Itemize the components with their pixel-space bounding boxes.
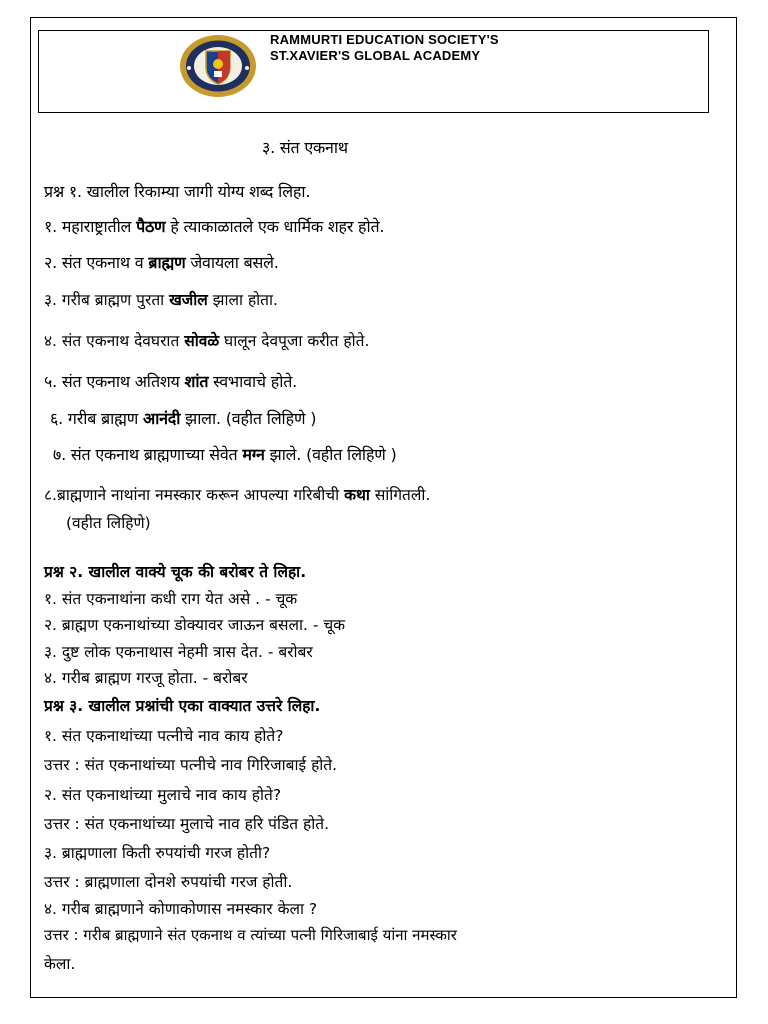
q1-item-text: ७. संत एकनाथ ब्राह्मणाच्या सेवेत (53, 445, 243, 464)
q2-item: १. संत एकनाथांना कधी राग येत असे . - चूक (44, 590, 298, 608)
q3-question: २. संत एकनाथांच्या मुलाचे नाव काय होते? (44, 786, 282, 804)
q3-answer: उत्तर : ब्राह्मणाला दोनशे रुपयांची गरज होती. (44, 873, 293, 891)
q1-item-text: ३. गरीब ब्राह्मण पुरता (44, 291, 170, 309)
q1-item (44, 288, 278, 310)
q3-question: ४. गरीब ब्राह्मणाने कोणाकोणास नमस्कार केला ? (44, 900, 318, 918)
q1-item-text: सांगितली. (369, 486, 431, 504)
society-name: RAMMURTI EDUCATION SOCIETY'S (270, 32, 499, 47)
q1-item (44, 483, 430, 505)
q1-item-continuation: (वहीत लिहिणे) (66, 514, 151, 532)
q1-item-text: ४. संत एकनाथ देवघरात (44, 332, 185, 350)
q1-item-text: ५. संत एकनाथ अतिशय (44, 372, 185, 391)
q1-item-text: ६. गरीब ब्राह्मण (50, 409, 143, 428)
q2-item: ४. गरीब ब्राह्मण गरजू होता. - बरोबर (44, 669, 248, 687)
q1-item-answer: शांत (184, 372, 209, 391)
academy-name: ST.XAVIER'S GLOBAL ACADEMY (270, 48, 481, 63)
q1-item-text: स्वभावाचे होते. (208, 372, 298, 391)
q1-item (44, 370, 297, 392)
q3-answer: उत्तर : संत एकनाथांच्या मुलाचे नाव हरि पंडित होते. (44, 815, 330, 833)
q2-item: २. ब्राह्मण एकनाथांच्या डोक्यावर जाऊन बसला. - चूक (44, 616, 346, 634)
q1-item-text: झाला होता. (207, 291, 278, 309)
school-crest-icon (178, 34, 258, 98)
organization-name (270, 32, 499, 64)
q1-item-answer: खजील (169, 291, 208, 309)
q1-item (44, 329, 369, 351)
q1-item-answer: सोवळे (184, 332, 220, 350)
q2-item: ३. दुष्ट लोक एकनाथास नेहमी त्रास देत. - बरोबर (44, 643, 313, 661)
q1-item-text: जेवायला बसले. (185, 253, 279, 272)
q1-item-text: घालून देवपूजा करीत होते. (219, 332, 370, 350)
q1-heading: प्रश्न १. खालील रिकाम्या जागी योग्य शब्द लिहा. (44, 182, 311, 201)
q1-item-text: झाला. (वहीत लिहिणे ) (180, 409, 317, 428)
q1-item-answer: आनंदी (142, 409, 181, 428)
q3-question: १. संत एकनाथांच्या पत्नीचे नाव काय होते? (44, 727, 284, 745)
q1-item-text: १. महाराष्ट्रातील (44, 217, 137, 236)
q1-item-answer: मग्न (242, 445, 265, 464)
q1-item (44, 215, 384, 237)
q1-item (44, 251, 279, 273)
q3-heading: प्रश्न ३. खालील प्रश्नांची एका वाक्यात उत्तरे लिहा. (44, 697, 321, 715)
q1-item-answer: पैठण (136, 217, 166, 236)
q1-item (50, 407, 316, 429)
q1-item-text: ८.ब्राह्मणाने नाथांना नमस्कार करून आपल्या गरिबीची (44, 486, 345, 504)
q1-item-answer: ब्राह्मण (148, 253, 186, 272)
q1-item-text: २. संत एकनाथ व (44, 253, 149, 272)
q3-answer: उत्तर : गरीब ब्राह्मणाने संत एकनाथ व त्यांच्या पत्नी गिरिजाबाई यांना नमस्कार (44, 926, 457, 944)
lesson-title: ३. संत एकनाथ (262, 138, 348, 157)
q3-question: ३. ब्राह्मणाला किती रुपयांची गरज होती? (44, 844, 271, 862)
q2-heading: प्रश्न २. खालील वाक्ये चूक की बरोबर ते लिहा. (44, 563, 307, 581)
q3-answer: उत्तर : संत एकनाथांच्या पत्नीचे नाव गिरिजाबाई होते. (44, 756, 338, 774)
q1-item (53, 443, 397, 465)
q1-item-text: हे त्याकाळातले एक धार्मिक शहर होते. (165, 217, 385, 236)
q1-item-answer: कथा (344, 486, 370, 504)
q1-item-text: झाले. (वहीत लिहिणे ) (264, 445, 397, 464)
q3-answer-continuation: केला. (44, 955, 76, 973)
